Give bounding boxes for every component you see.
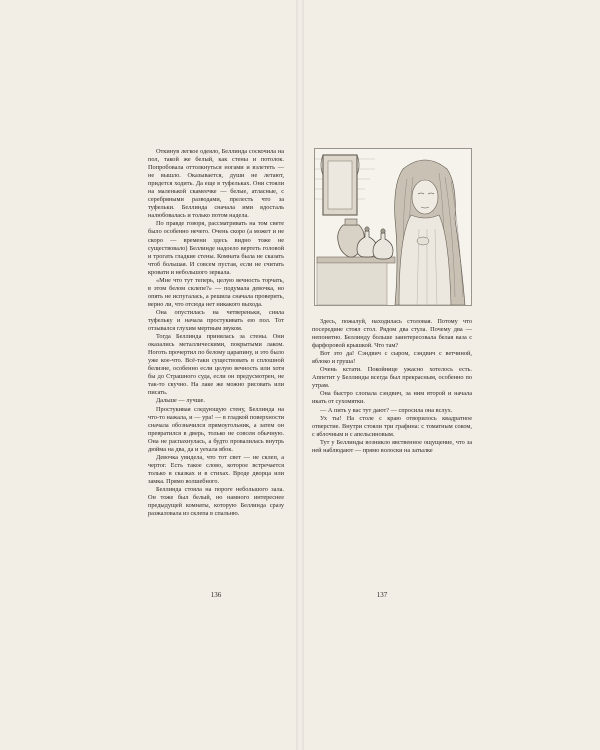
book-gutter: [296, 0, 304, 750]
paragraph: «Мне что тут теперь, целую вечность торчать, в этом белом склепе?» — подумала девочка, но опять не испугалась, а решила сначала проверить, верно ли, что отсюда нет никакого выхода.: [148, 276, 284, 308]
left-page-text: [148, 148, 284, 518]
girl-illustration-icon: [315, 149, 471, 305]
paragraph: Она опустилась на четвереньки, сняла туфельку и начала простукивать ею пол. Тот отзывался глухим мертвым звуком.: [148, 308, 284, 333]
paragraph: Дальше — лучше.: [156, 397, 205, 405]
paragraph: Простукивая следующую стену, Беллинда на что-то нажала, и — ура! — в гладкой поверхности сначала обозначился прямоугольник, а затем он превратился в дверь, только не совсем обычную. Она не распахнулась, а будто провалилась внутрь дюйма на два, да и уехала вбок.: [148, 405, 284, 453]
paragraph: Тут у Беллинды возникло явственное ощущение, что за ней наблюдают — прямо волоски на затылке: [312, 438, 472, 454]
paragraph: Беллинда стояла на пороге небольшого зала. Он тоже был белый, но намного интереснее предыдущей комнаты, которую Беллинда сразу разжаловала из склепа в спальню.: [148, 485, 284, 518]
page-number-left: 136: [210, 591, 222, 599]
paragraph: Девочка увидела, что тот свет — не склеп, а чертог. Есть такое слово, которое встречается только в сказках и в стихах. Вроде дворца или замка. Прямо волшебного.: [148, 453, 284, 485]
left-page: [148, 148, 284, 518]
paragraph: Вот это да! Сэндвич с сыром, сэндвич с ветчиной, яблоко и груша!: [312, 350, 472, 366]
pencil-illustration: [314, 148, 472, 306]
paragraph: Откинув легкое одеяло, Беллинда соскочила на пол, такой же белый, как стены и потолок. Попробовала оттолкнуться ногами и взлететь — не вышло. Оказывается, души не летают, придется ходить. Да еще в туфельках. Они стояли на маленькой скамеечке — белые, атласные, с серебряными разводами, прелесть что за туфельки. Беллинда сначала ими вдосталь налюбовалась и только потом надела.: [148, 148, 284, 220]
right-page-text: [312, 318, 472, 455]
page-number-right: 137: [376, 591, 388, 599]
paragraph: Здесь, пожалуй, находилась столовая. Потому что посередине стоял стол. Рядом два стула. Почему два — непонятно. Беллинду больше заинтересовала белая ваза с фарфоровой крышкой. Что там?: [312, 318, 472, 350]
paragraph: Она быстро слопала сэндвич, за ним второй и начала икать от сухомятки.: [312, 390, 472, 406]
paragraph: По правде говоря, рассматривать на том свете было особенно нечего. Очень скоро (а может и не скоро — времени здесь видно тоже не существовало) Беллинде надоело вертеть головой и трогать гладкие стены. Комната была не сказать чтоб большая. И совсем пустая, если не считать кровати и небольшого зеркала.: [148, 220, 284, 276]
paragraph: — А пить у вас тут дают? — спросила она вслух.: [320, 406, 453, 414]
paragraph: Тогда Беллинда принялась за стены. Они оказались металлическими, покрытыми лаком. Ноготь прочертил по белому царапину, и это было уже кое-что. Всё-таки существовать в сплошной белизне, особенно если целую вечность или хотя бы до Страшного суда, если он предусмотрен, не так-то скучно. На лаке же можно рисовать или писать.: [148, 333, 284, 397]
paragraph: Ух ты! На столе с краю отворилось квадратное отверстие. Внутри стояли три графина: с томатным соком, с яблочным и с апельсиновым.: [312, 414, 472, 438]
paragraph: Очень кстати. Покойнице ужасно хотелось есть. Аппетит у Беллинды всегда был прекрасным, особенно по утрам.: [312, 366, 472, 390]
